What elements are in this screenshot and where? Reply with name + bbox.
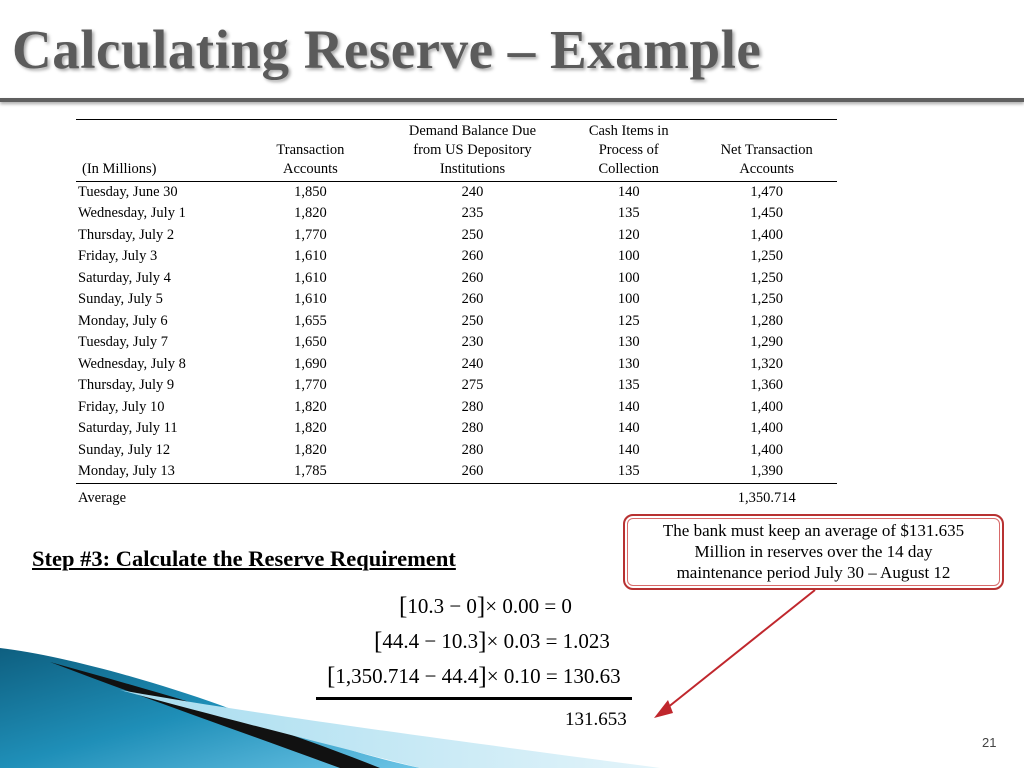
callout-line: The bank must keep an average of $131.635	[662, 521, 965, 540]
table-row	[76, 289, 837, 311]
table-cell: 140	[617, 398, 640, 415]
table-cell: 230	[461, 334, 484, 351]
table-cell: Friday, July 10	[78, 398, 165, 415]
table-cell: 1,770	[294, 226, 327, 243]
table-cell: Sunday, July 5	[78, 291, 163, 308]
table-cell: 1,400	[750, 398, 784, 415]
sum-rule	[316, 697, 632, 700]
table-cell: 135	[617, 377, 640, 394]
header-line: Process of	[598, 141, 659, 158]
bracket-open: [	[374, 628, 383, 655]
total-value: 131.653	[565, 709, 627, 730]
header-line: Demand Balance Due	[408, 123, 537, 139]
table-cell: 1,650	[294, 334, 327, 351]
equation-rest: × 0.03 = 1.023	[486, 629, 610, 653]
callout-line: maintenance period July 30 – August 12	[676, 563, 951, 582]
table-cell: 1,360	[750, 377, 784, 394]
table-row	[76, 332, 837, 354]
table-cell: 100	[617, 248, 640, 265]
table-cell: 1,400	[750, 226, 784, 243]
table-cell: Sunday, July 12	[78, 441, 171, 458]
table-cell: 1,820	[294, 420, 327, 437]
equation-rest: × 0.00 = 0	[485, 594, 572, 618]
header-cash-items	[561, 120, 696, 182]
table-cell: 1,470	[750, 183, 784, 200]
table-cell: Monday, July 6	[78, 312, 168, 329]
step-heading: Step #3: Calculate the Reserve Requirement	[32, 546, 456, 571]
table-cell: 140	[617, 420, 640, 437]
table-row	[76, 375, 837, 397]
table-cell: 1,400	[750, 420, 784, 437]
table-cell: 280	[461, 420, 484, 437]
table-cell: 130	[617, 355, 640, 372]
table-cell: 260	[461, 463, 484, 480]
equation-line-2	[374, 629, 610, 654]
bracket-close: ]	[478, 628, 487, 655]
header-transaction-accounts	[237, 120, 384, 182]
table-cell: 1,820	[294, 441, 327, 458]
header-line: Transaction	[276, 141, 345, 158]
average-value: 1,350.714	[737, 490, 796, 507]
table-cell: 100	[617, 269, 640, 286]
empty-cell	[237, 483, 384, 510]
average-label: Average	[78, 490, 127, 507]
table-cell: 1,785	[294, 463, 327, 480]
table-cell: 260	[461, 269, 484, 286]
reserve-data-table	[76, 119, 837, 510]
table-cell: 235	[461, 205, 484, 222]
table-cell: 280	[461, 441, 484, 458]
table-cell: Saturday, July 11	[78, 420, 178, 437]
table-cell: Thursday, July 2	[78, 226, 175, 243]
slide-number: 21	[982, 735, 997, 750]
header-line: Accounts	[739, 160, 795, 177]
table-row	[76, 225, 837, 247]
table-cell: 1,390	[750, 463, 784, 480]
table-row	[76, 311, 837, 333]
callout-line: Million in reserves over the 14 day	[694, 542, 933, 561]
table-cell: 260	[461, 291, 484, 308]
table-cell: Monday, July 13	[78, 463, 175, 480]
bracket-close: ]	[478, 663, 487, 690]
table-cell: Tuesday, July 7	[78, 334, 168, 351]
table-cell: 1,250	[750, 248, 784, 265]
header-line: Institutions	[439, 160, 506, 177]
table-cell: 240	[461, 355, 484, 372]
table-cell: 1,610	[294, 291, 327, 308]
table-row	[76, 461, 837, 483]
table-cell: Wednesday, July 8	[78, 355, 186, 372]
table-cell: 1,820	[294, 205, 327, 222]
table-cell: 275	[461, 377, 484, 394]
table-cell: 100	[617, 291, 640, 308]
table-cell: Saturday, July 4	[78, 269, 171, 286]
table-row	[76, 246, 837, 268]
table-cell: 135	[617, 205, 640, 222]
table-cell: 1,655	[294, 312, 327, 329]
table-cell: 140	[617, 441, 640, 458]
table-cell: 125	[617, 312, 640, 329]
header-line: Collection	[598, 160, 659, 177]
table-cell: 140	[617, 183, 640, 200]
table-row	[76, 268, 837, 290]
header-line: Cash Items in	[588, 123, 669, 139]
header-line: Accounts	[283, 160, 338, 177]
table-cell: 1,290	[750, 334, 784, 351]
table-cell: 240	[461, 183, 484, 200]
equation-line-3	[327, 664, 621, 689]
average-row	[76, 483, 837, 510]
bracket-open: [	[399, 593, 408, 620]
header-line: Net Transaction	[720, 141, 813, 158]
callout-box	[623, 514, 1004, 590]
table-cell: 1,450	[750, 205, 784, 222]
header-line: from US Depository	[413, 141, 532, 158]
bracket-close: ]	[476, 593, 486, 620]
table-cell: 1,820	[294, 398, 327, 415]
table-cell: 260	[461, 248, 484, 265]
table-cell: 1,250	[750, 291, 784, 308]
page-title: Calculating Reserve – Example	[12, 19, 762, 80]
table-cell: 1,280	[750, 312, 784, 329]
empty-cell	[384, 483, 561, 510]
table-row	[76, 397, 837, 419]
table-cell: 1,250	[750, 269, 784, 286]
table-cell: Wednesday, July 1	[78, 205, 186, 222]
empty-cell	[561, 483, 696, 510]
table-cell: 250	[461, 226, 484, 243]
table-cell: Thursday, July 9	[78, 377, 175, 394]
table-cell: Tuesday, June 30	[78, 183, 178, 200]
table-cell: 280	[461, 398, 484, 415]
table-cell: 120	[617, 226, 640, 243]
table-cell: 1,400	[750, 441, 784, 458]
table-row	[76, 354, 837, 376]
table-row	[76, 418, 837, 440]
table-row	[76, 440, 837, 462]
table-cell: 1,690	[294, 355, 327, 372]
table-cell: 1,770	[294, 377, 327, 394]
table-cell: 250	[461, 312, 484, 329]
table-cell: Friday, July 3	[78, 248, 158, 265]
equation-inner: 44.4 − 10.3	[382, 629, 479, 653]
table-row	[76, 203, 837, 225]
table-cell: 1,610	[294, 248, 327, 265]
table-row	[76, 181, 837, 203]
equation-rest: × 0.10 = 130.63	[486, 664, 621, 688]
title-underline	[0, 98, 1024, 102]
table-cell: 1,610	[294, 269, 327, 286]
equation-inner: 10.3 − 0	[407, 594, 477, 618]
table-cell: 130	[617, 334, 640, 351]
equation-line-1	[399, 594, 572, 619]
table-cell: 1,850	[294, 183, 327, 200]
header-demand-balance	[384, 120, 561, 182]
table-cell: 1,320	[750, 355, 784, 372]
header-in-millions: (In Millions)	[82, 160, 157, 177]
table-header-row	[76, 120, 837, 182]
bracket-open: [	[327, 663, 336, 690]
equation-inner: 1,350.714 − 44.4	[335, 664, 479, 688]
header-net-transaction-accounts	[696, 120, 837, 182]
table-cell: 135	[617, 463, 640, 480]
